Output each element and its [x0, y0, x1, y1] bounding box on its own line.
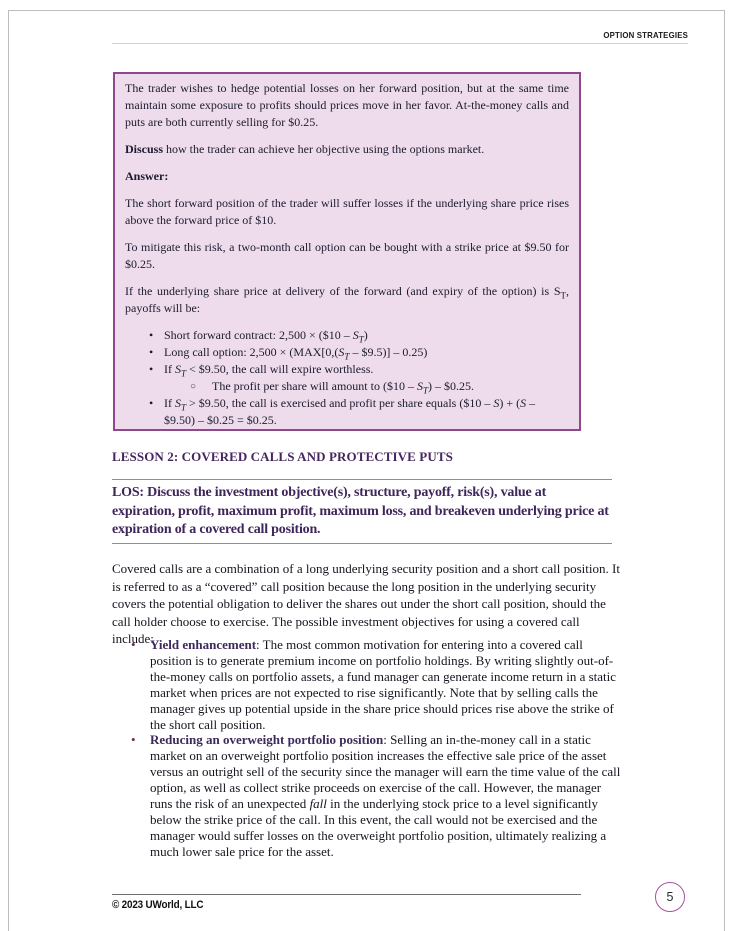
list-item: • Yield enhancement: The most common motivation for entering into a covered call position is to generate premium income on portfolio holdings. By writing slightly out-of-the-money calls on portfolio assets, a fund manager can generate income return in a static market when prices are not expected to rise significantly. Note that by selling calls the manager gives up potential upside in the share price should prices rise above the strike of the short call position. [150, 637, 624, 732]
subscript-T: T [422, 385, 428, 396]
list-item: • If $S_T$ > $9.50, the call is exercised and profit per share equals ($10 – S) + (S – $9.50) – $0.25 = $0.25. [164, 395, 569, 429]
variable-S: S [416, 379, 423, 393]
running-header-title: OPTION STRATEGIES [603, 30, 688, 40]
copyright-text: © 2023 UWorld, LLC [112, 899, 204, 911]
los-statement: LOS: Discuss the investment objective(s), structure, payoff, risk(s), value at expiration, profit, maximum profit, maximum loss, and breakeven underlying price at expiration of a covered call position. [112, 479, 612, 544]
emphasis-fall: fall [309, 796, 327, 812]
discuss-text: how the trader can achieve her objective using the options market. [163, 142, 485, 156]
page-number-badge [655, 882, 685, 912]
list-item: • Long call option: $2,500 \times (MAX[0,(S_T$ – $9.5)] – 0.25) [164, 344, 569, 361]
example-paragraph [125, 141, 569, 158]
subscript-T: T [560, 290, 566, 301]
variable-S: S [352, 328, 359, 342]
answer-label-paragraph [125, 168, 569, 185]
subscript-T: T [358, 334, 364, 345]
objectives-list [112, 637, 624, 860]
variable-S: S [520, 396, 527, 410]
variable-S: S [175, 362, 181, 376]
list-item: • Short forward contract: 2,500 × ($10 – $S_T$) [164, 327, 569, 344]
subscript-T: T [181, 402, 187, 413]
variable-S: S [493, 396, 500, 410]
lesson-heading: LESSON 2: COVERED CALLS AND PROTECTIVE PUTS [112, 449, 453, 464]
sub-list-item: ○ The profit per share will amount to ($10 – $S_T$) – $0.25. [212, 378, 569, 395]
discuss-label: Discuss [125, 142, 164, 156]
example-paragraph [125, 283, 569, 317]
variable-S: S [175, 396, 181, 410]
payoff-list [125, 327, 569, 429]
example-paragraph-text: , payoffs will be: [125, 284, 569, 315]
answer-label: Answer: [125, 169, 169, 183]
header-divider [112, 43, 688, 44]
term-yield-enhancement: Yield enhancement [150, 637, 257, 652]
variable-S: S [338, 345, 345, 359]
example-paragraph [125, 80, 569, 131]
term-reducing-overweight: Reducing an overweight portfolio position [150, 732, 384, 748]
list-item: • If $S_T$ < $9.50, the call will expire worthless. ○ The profit per share will amount to ($10 – $S_T$) – $0.25. [164, 361, 569, 395]
example-paragraph-text: To mitigate this risk, a two-month call option can be bought with a strike price at $9.50 for $0.25. [125, 240, 569, 271]
subscript-T: T [344, 351, 350, 362]
subscript-T: T [181, 368, 187, 379]
page-number: 5 [666, 890, 674, 904]
example-paragraph [125, 239, 569, 273]
example-paragraph-text: If the underlying share price at delivery of the forward (and expiry of the option) is S [125, 284, 561, 298]
example-box [113, 72, 581, 431]
footer-divider [112, 894, 581, 895]
list-item: • Reducing an overweight portfolio position: Selling an in-the-money call in a static market on an overweight portfolio position increases the effective sale price of the asset versus an outright sell of the security since the manager will earn the time value of the call option, as well as collect strike proceeds on exercise of the call. However, the manager runs the risk of an unexpected fall in the underlying stock price to a level significantly below the strike price of the call. In this event, the call would not be exercised and the manager would suffer losses on the overweight portfolio position, ultimately realizing a much lower sale price for the asset. [150, 732, 624, 859]
example-paragraph-text: The trader wishes to hedge potential losses on her forward position, but at the same time maintain some exposure to profits should prices move in her favor. At-the-money calls and puts are both currently selling for $0.25. [125, 81, 569, 129]
example-paragraph-text: The short forward position of the trader will suffer losses if the underlying share price rises above the forward price of $10. [125, 196, 569, 227]
body-paragraph: Covered calls are a combination of a long underlying security position and a short call position. It is referred to as a “covered” call position because the long position in the underlying security covers the potential obligation to deliver the shares out under the short call position, should the call holder choose to exercise. The possible investment objectives for using a covered call include: [112, 561, 620, 647]
example-paragraph [125, 195, 569, 229]
